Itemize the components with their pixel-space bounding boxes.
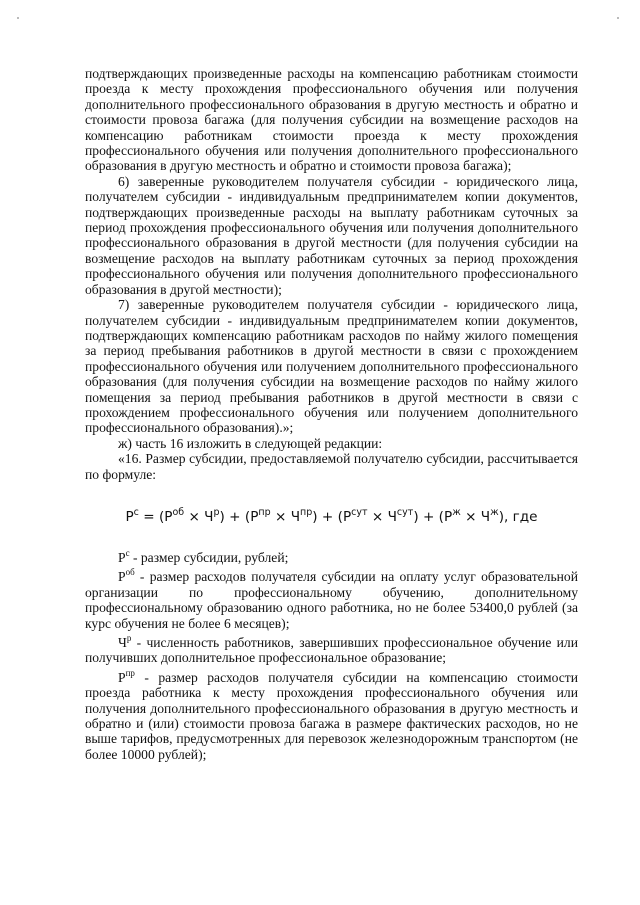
definition-variable: $Р^с$	[118, 547, 130, 565]
definition-variable: $Р^{пр}$	[118, 667, 135, 685]
definition-variable: $Ч^р$	[118, 633, 132, 650]
paragraph-item-7: 7) заверенные руководителем получателя субсидии - юридического лица, получателем субсидии - индивидуальным предпринимателем копии документов, подтверждающих компенсацию работникам расходов по найму жилого помещения за период пребывания работников в другой местности в связи с прохождением профессионального обучения или получением дополнительного профессионального образования (для получения субсидии на возмещение расходов по найму жилого помещения за период пребывания работников в другой местности в связи с прохождением профессионального обучения или получением дополнительного профессионального образования).»;	[85, 297, 578, 436]
definition-rob: $Р^{об}$ - размер расходов получателя субсидии на оплату услуг образовательной организации по профессиональному обучению, дополнительному профессиональному образованию одного работника, но не более 53400,0 рублей (за курс обучения не более 6 месяцев);	[85, 567, 578, 631]
scan-mark	[17, 17, 19, 19]
formula-term-zh: $Р^ж \times Ч^ж$	[443, 506, 499, 525]
definition-rs: $Р^с$ - размер субсидии, рублей;	[118, 547, 289, 565]
definition-variable: $Р^{об}$	[118, 567, 135, 585]
paragraph-part-16: «16. Размер субсидии, предоставляемой получателю субсидии, рассчитывается по формуле:	[85, 451, 578, 482]
scan-mark	[617, 17, 619, 19]
formula-lhs: $Р^с$	[125, 506, 139, 525]
subsidy-formula: $Р^с = (Р^{об} \times Ч^р) + (Р^{пр} \times Ч^{пр}) + (Р^{сут} \times Ч^{сут}) + (Р^ж \times Ч^ж)$, где	[125, 506, 538, 525]
definition-rpr: $Р^{пр}$ - размер расходов получателя субсидии на компенсацию стоимости проезда работника к месту прохождения профессионального обучения или получения дополнительного профессионального образования в другую местность и обратно и (или) стоимости провоза багажа в размере фактических расходов, но не выше тарифов, предусмотренных для перевозок железнодорожным транспортом (не более 10000 рублей);	[85, 667, 578, 762]
paragraph-item-6: 6) заверенные руководителем получателя субсидии - юридического лица, получателем субсидии - индивидуальным предпринимателем копии документов, подтверждающих произведенные расходы на выплату работникам суточных за период прохождения профессионального обучения или получения дополнительного профессионального образования в другой местности (для получения субсидии на возмещение расходов на выплату работникам суточных за период прохождения профессионального обучения или получения дополнительного профессионального образования в другой местности);	[85, 173, 578, 297]
document-body	[85, 66, 578, 762]
definition-chr: $Ч^р$ - численность работников, завершивших профессиональное обучение или получивших дополнительное профессиональное образование;	[85, 633, 578, 666]
formula-term-sut: $Р^{сут} \times Ч^{сут}$	[342, 506, 414, 525]
paragraph-amendment-zh: ж) часть 16 изложить в следующей редакции:	[118, 435, 383, 451]
formula-term-pr: $Р^{пр} \times Ч^{пр}$	[250, 506, 313, 525]
paragraph-continuation: подтверждающих произведенные расходы на компенсацию работникам стоимости проезда к месту прохождения профессионального обучения или получения дополнительного профессионального образования в другую местность и обратно и стоимости провоза багажа (для получения субсидии на возмещение расходов на компенсацию работникам стоимости проезда к месту прохождения профессионального обучения или получения дополнительного профессионального образования в другую местность и обратно и стоимости провоза багажа);	[85, 66, 578, 174]
formula-term-ob: $Р^{об} \times Ч^р$	[164, 506, 220, 525]
